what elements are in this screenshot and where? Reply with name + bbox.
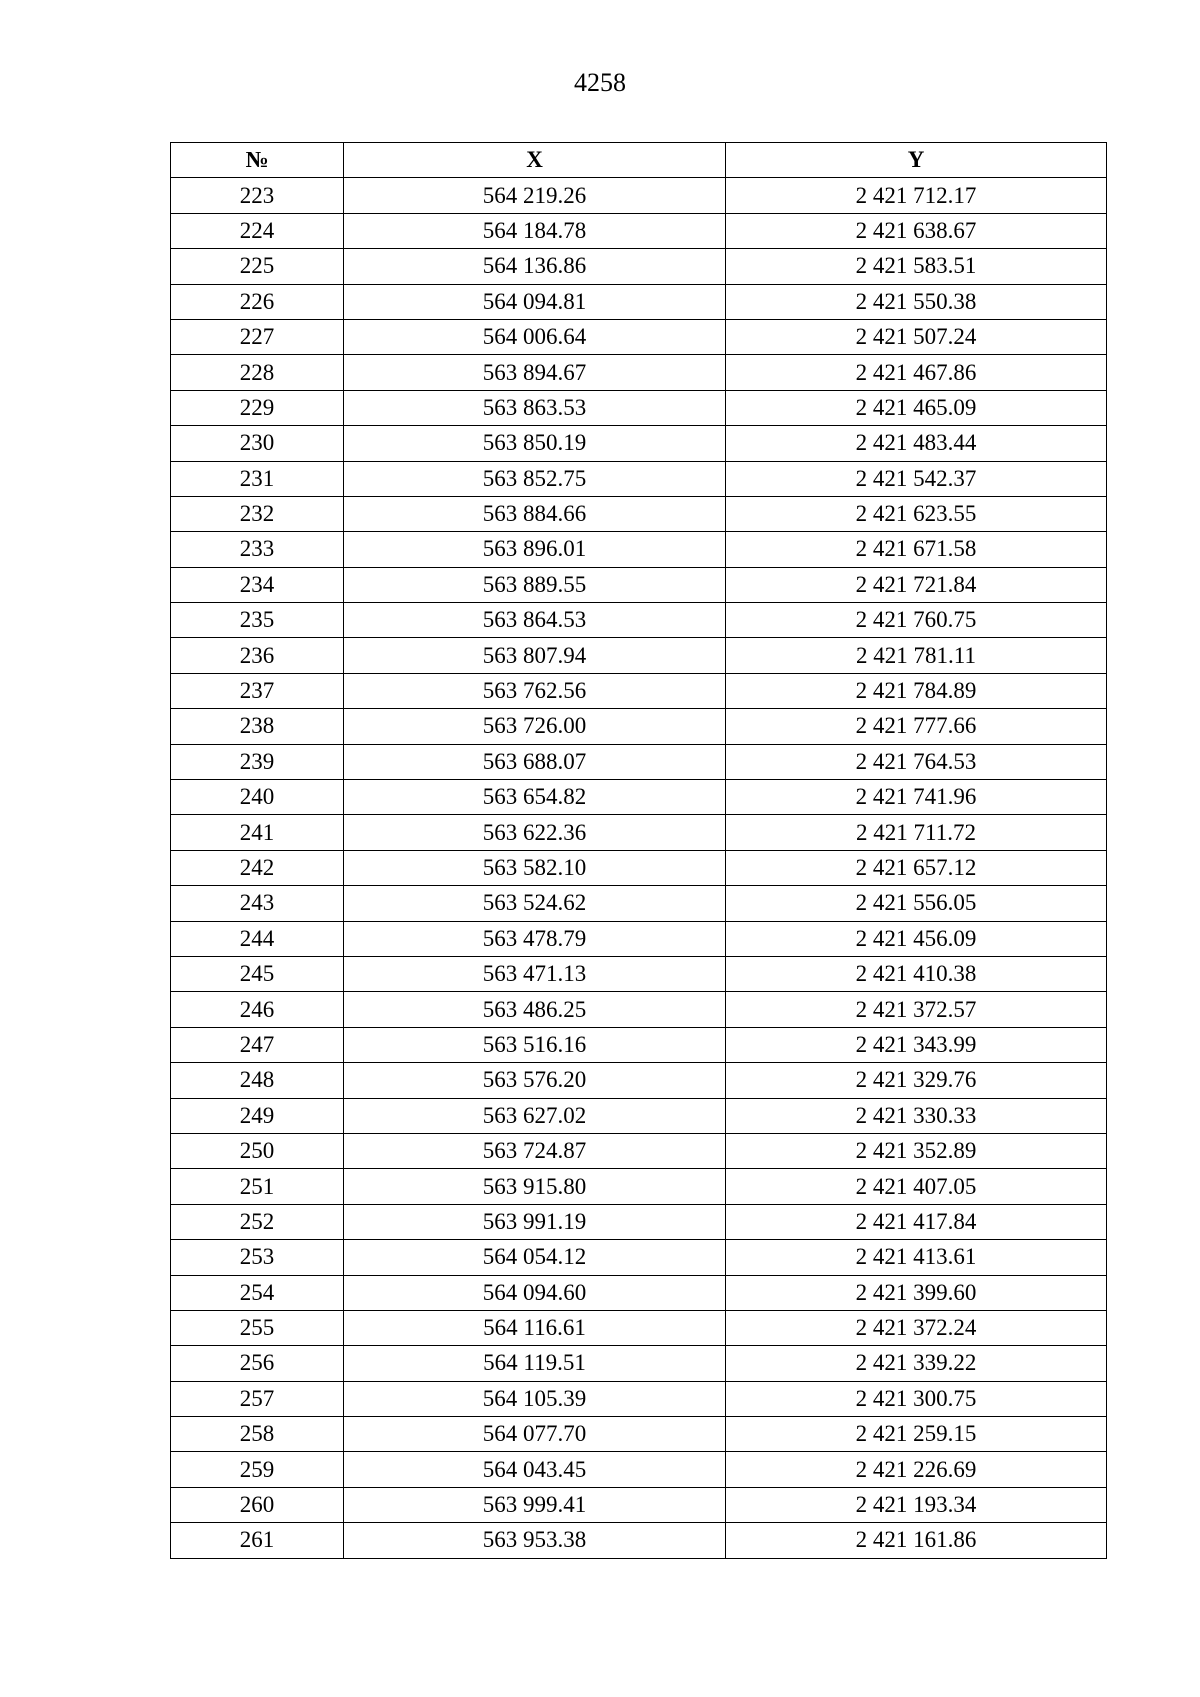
cell-y: 2 421 456.09: [726, 921, 1107, 956]
cell-number: 241: [171, 815, 344, 850]
cell-x: 563 471.13: [344, 956, 726, 991]
cell-x: 563 852.75: [344, 461, 726, 496]
cell-y: 2 421 777.66: [726, 709, 1107, 744]
cell-y: 2 421 193.34: [726, 1487, 1107, 1522]
cell-y: 2 421 721.84: [726, 567, 1107, 602]
cell-y: 2 421 671.58: [726, 532, 1107, 567]
cell-x: 563 622.36: [344, 815, 726, 850]
cell-number: 235: [171, 603, 344, 638]
cell-number: 261: [171, 1523, 344, 1558]
cell-x: 563 582.10: [344, 850, 726, 885]
cell-y: 2 421 413.61: [726, 1240, 1107, 1275]
cell-number: 243: [171, 886, 344, 921]
table-row: [171, 178, 1107, 213]
cell-y: 2 421 741.96: [726, 780, 1107, 815]
table-row: [171, 249, 1107, 284]
table-header: [171, 143, 1107, 178]
cell-number: 259: [171, 1452, 344, 1487]
cell-number: 253: [171, 1240, 344, 1275]
cell-y: 2 421 226.69: [726, 1452, 1107, 1487]
cell-number: 260: [171, 1487, 344, 1522]
cell-y: 2 421 300.75: [726, 1381, 1107, 1416]
cell-y: 2 421 372.24: [726, 1310, 1107, 1345]
cell-number: 229: [171, 390, 344, 425]
cell-x: 563 762.56: [344, 673, 726, 708]
cell-number: 236: [171, 638, 344, 673]
table-row: [171, 1098, 1107, 1133]
cell-number: 231: [171, 461, 344, 496]
cell-x: 564 136.86: [344, 249, 726, 284]
cell-y: 2 421 352.89: [726, 1133, 1107, 1168]
cell-number: 242: [171, 850, 344, 885]
cell-x: 564 105.39: [344, 1381, 726, 1416]
table-row: [171, 638, 1107, 673]
cell-x: 564 094.81: [344, 284, 726, 319]
cell-x: 563 478.79: [344, 921, 726, 956]
coordinates-table: [170, 142, 1107, 1559]
cell-x: 563 654.82: [344, 780, 726, 815]
cell-y: 2 421 638.67: [726, 213, 1107, 248]
cell-y: 2 421 712.17: [726, 178, 1107, 213]
table-row: [171, 673, 1107, 708]
cell-y: 2 421 550.38: [726, 284, 1107, 319]
cell-y: 2 421 339.22: [726, 1346, 1107, 1381]
cell-y: 2 421 623.55: [726, 496, 1107, 531]
cell-number: 249: [171, 1098, 344, 1133]
table-row: [171, 1133, 1107, 1168]
cell-x: 563 864.53: [344, 603, 726, 638]
cell-y: 2 421 259.15: [726, 1417, 1107, 1452]
table-body: [171, 178, 1107, 1558]
cell-x: 564 219.26: [344, 178, 726, 213]
cell-number: 228: [171, 355, 344, 390]
table-row: [171, 567, 1107, 602]
cell-x: 564 184.78: [344, 213, 726, 248]
cell-number: 230: [171, 426, 344, 461]
cell-x: 563 850.19: [344, 426, 726, 461]
cell-number: 258: [171, 1417, 344, 1452]
cell-number: 248: [171, 1063, 344, 1098]
cell-y: 2 421 467.86: [726, 355, 1107, 390]
cell-x: 564 043.45: [344, 1452, 726, 1487]
cell-number: 225: [171, 249, 344, 284]
cell-y: 2 421 330.33: [726, 1098, 1107, 1133]
cell-x: 564 054.12: [344, 1240, 726, 1275]
cell-x: 564 119.51: [344, 1346, 726, 1381]
table-row: [171, 461, 1107, 496]
table-row: [171, 921, 1107, 956]
cell-x: 563 576.20: [344, 1063, 726, 1098]
header-number: №: [171, 143, 344, 178]
table-row: [171, 1310, 1107, 1345]
table-row: [171, 815, 1107, 850]
cell-x: 563 627.02: [344, 1098, 726, 1133]
cell-x: 564 006.64: [344, 319, 726, 354]
cell-y: 2 421 542.37: [726, 461, 1107, 496]
cell-y: 2 421 372.57: [726, 992, 1107, 1027]
table-row: [171, 603, 1107, 638]
cell-x: 564 116.61: [344, 1310, 726, 1345]
table-row: [171, 213, 1107, 248]
cell-number: 255: [171, 1310, 344, 1345]
cell-y: 2 421 784.89: [726, 673, 1107, 708]
cell-x: 563 524.62: [344, 886, 726, 921]
cell-number: 238: [171, 709, 344, 744]
cell-number: 224: [171, 213, 344, 248]
cell-x: 564 094.60: [344, 1275, 726, 1310]
table-row: [171, 319, 1107, 354]
table-row: [171, 1240, 1107, 1275]
cell-x: 563 896.01: [344, 532, 726, 567]
cell-number: 257: [171, 1381, 344, 1416]
cell-number: 223: [171, 178, 344, 213]
table-row: [171, 780, 1107, 815]
cell-x: 564 077.70: [344, 1417, 726, 1452]
cell-y: 2 421 329.76: [726, 1063, 1107, 1098]
table-row: [171, 355, 1107, 390]
cell-x: 563 894.67: [344, 355, 726, 390]
cell-number: 232: [171, 496, 344, 531]
table-row: [171, 1417, 1107, 1452]
cell-number: 252: [171, 1204, 344, 1239]
table-row: [171, 1169, 1107, 1204]
cell-number: 239: [171, 744, 344, 779]
cell-number: 233: [171, 532, 344, 567]
table-row: [171, 956, 1107, 991]
cell-number: 246: [171, 992, 344, 1027]
table-row: [171, 284, 1107, 319]
cell-number: 240: [171, 780, 344, 815]
cell-number: 250: [171, 1133, 344, 1168]
cell-y: 2 421 657.12: [726, 850, 1107, 885]
cell-x: 563 486.25: [344, 992, 726, 1027]
table-row: [171, 1381, 1107, 1416]
cell-y: 2 421 483.44: [726, 426, 1107, 461]
cell-number: 227: [171, 319, 344, 354]
table-row: [171, 992, 1107, 1027]
cell-x: 563 991.19: [344, 1204, 726, 1239]
table-row: [171, 709, 1107, 744]
cell-x: 563 726.00: [344, 709, 726, 744]
table-row: [171, 532, 1107, 567]
cell-x: 563 915.80: [344, 1169, 726, 1204]
table-row: [171, 1027, 1107, 1062]
page-number: 4258: [574, 68, 626, 97]
table-row: [171, 1204, 1107, 1239]
cell-x: 563 688.07: [344, 744, 726, 779]
cell-y: 2 421 556.05: [726, 886, 1107, 921]
table-row: [171, 1063, 1107, 1098]
table-row: [171, 1523, 1107, 1558]
cell-number: 226: [171, 284, 344, 319]
table-row: [171, 1346, 1107, 1381]
cell-x: 563 889.55: [344, 567, 726, 602]
header-y: Y: [726, 143, 1107, 178]
cell-x: 563 953.38: [344, 1523, 726, 1558]
table-row: [171, 1487, 1107, 1522]
cell-x: 563 884.66: [344, 496, 726, 531]
cell-number: 244: [171, 921, 344, 956]
cell-y: 2 421 764.53: [726, 744, 1107, 779]
cell-number: 237: [171, 673, 344, 708]
header-x: X: [344, 143, 726, 178]
table-row: [171, 426, 1107, 461]
cell-y: 2 421 583.51: [726, 249, 1107, 284]
cell-y: 2 421 781.11: [726, 638, 1107, 673]
table-row: [171, 886, 1107, 921]
cell-x: 563 999.41: [344, 1487, 726, 1522]
cell-number: 251: [171, 1169, 344, 1204]
cell-x: 563 863.53: [344, 390, 726, 425]
cell-y: 2 421 343.99: [726, 1027, 1107, 1062]
cell-x: 563 516.16: [344, 1027, 726, 1062]
cell-x: 563 807.94: [344, 638, 726, 673]
table-row: [171, 1452, 1107, 1487]
cell-number: 256: [171, 1346, 344, 1381]
table-row: [171, 1275, 1107, 1310]
header-row: [171, 143, 1107, 178]
table-row: [171, 744, 1107, 779]
cell-y: 2 421 465.09: [726, 390, 1107, 425]
table-row: [171, 850, 1107, 885]
cell-x: 563 724.87: [344, 1133, 726, 1168]
cell-y: 2 421 161.86: [726, 1523, 1107, 1558]
cell-y: 2 421 407.05: [726, 1169, 1107, 1204]
cell-number: 254: [171, 1275, 344, 1310]
cell-y: 2 421 410.38: [726, 956, 1107, 991]
table-row: [171, 390, 1107, 425]
cell-number: 234: [171, 567, 344, 602]
cell-number: 245: [171, 956, 344, 991]
cell-y: 2 421 711.72: [726, 815, 1107, 850]
cell-number: 247: [171, 1027, 344, 1062]
cell-y: 2 421 760.75: [726, 603, 1107, 638]
cell-y: 2 421 507.24: [726, 319, 1107, 354]
cell-y: 2 421 399.60: [726, 1275, 1107, 1310]
table-row: [171, 496, 1107, 531]
cell-y: 2 421 417.84: [726, 1204, 1107, 1239]
